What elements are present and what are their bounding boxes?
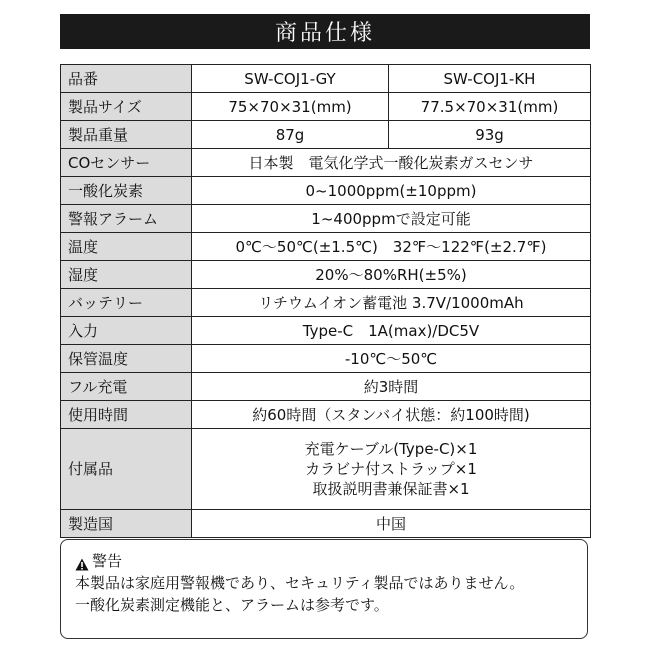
accessory-item: カラビナ付ストラップ×1 [305, 459, 477, 478]
spec-row-weight [61, 121, 591, 149]
spec-row-origin [61, 510, 591, 538]
spec-value: Type-C 1A(max)/DC5V [192, 317, 591, 345]
spec-label: 付属品 [61, 429, 192, 510]
warning-text-line: 本製品は家庭用警報機であり、セキュリティ製品ではありません。 [75, 574, 525, 592]
spec-row-model [61, 65, 591, 93]
spec-value: 0℃〜50℃(±1.5℃) 32℉〜122℉(±2.7℉) [192, 233, 591, 261]
warning-heading-row [75, 550, 573, 572]
spec-row-accessories [61, 429, 591, 510]
spec-label: 保管温度 [61, 345, 192, 373]
spec-value: 中国 [192, 510, 591, 538]
warning-heading: 警告 [92, 552, 123, 570]
spec-value: 約60時間（スタンバイ状態：約100時間) [192, 401, 591, 429]
spec-label: 製品サイズ [61, 93, 192, 121]
spec-table [60, 64, 591, 538]
spec-label: 製品重量 [61, 121, 192, 149]
spec-value: -10℃〜50℃ [192, 345, 591, 373]
spec-label: 一酸化炭素 [61, 177, 192, 205]
spec-value-model-b: 77.5×70×31(mm) [389, 93, 591, 121]
spec-title-bar [60, 14, 590, 49]
spec-label: フル充電 [61, 373, 192, 401]
spec-label: 湿度 [61, 261, 192, 289]
warning-box [60, 539, 588, 639]
spec-row-temperature [61, 233, 591, 261]
spec-value: 日本製 電気化学式一酸化炭素ガスセンサ [192, 149, 591, 177]
spec-label: 温度 [61, 233, 192, 261]
spec-label: 入力 [61, 317, 192, 345]
spec-value-model-b: SW-COJ1-KH [389, 65, 591, 93]
accessories-list [192, 429, 591, 510]
spec-label: COセンサー [61, 149, 192, 177]
spec-value-model-a: 75×70×31(mm) [192, 93, 389, 121]
accessory-item: 充電ケーブル(Type-C)×1 [304, 439, 478, 458]
spec-label: 品番 [61, 65, 192, 93]
spec-value-model-b: 93g [389, 121, 591, 149]
spec-value-model-a: 87g [192, 121, 389, 149]
spec-value: 0~1000ppm(±10ppm) [192, 177, 591, 205]
spec-value: 約3時間 [192, 373, 591, 401]
spec-row-co-range [61, 177, 591, 205]
spec-row-battery [61, 289, 591, 317]
warning-text-line: 一酸化炭素測定機能と、アラームは参考です。 [75, 596, 389, 614]
spec-value: 20%〜80%RH(±5%) [192, 261, 591, 289]
spec-label: 使用時間 [61, 401, 192, 429]
accessory-item: 取扱説明書兼保証書×1 [312, 480, 470, 499]
spec-value: 1~400ppmで設定可能 [192, 205, 591, 233]
spec-row-size [61, 93, 591, 121]
spec-row-alarm [61, 205, 591, 233]
spec-row-usage-time [61, 401, 591, 429]
warning-triangle-icon [75, 555, 89, 568]
page-title: 商品仕様 [274, 21, 375, 46]
spec-value-model-a: SW-COJ1-GY [192, 65, 389, 93]
spec-label: バッテリー [61, 289, 192, 317]
spec-label: 製造国 [61, 510, 192, 538]
spec-value: リチウムイオン蓄電池 3.7V/1000mAh [192, 289, 591, 317]
spec-label: 警報アラーム [61, 205, 192, 233]
spec-row-co-sensor [61, 149, 591, 177]
spec-row-input [61, 317, 591, 345]
spec-row-storage-temp [61, 345, 591, 373]
spec-row-humidity [61, 261, 591, 289]
spec-row-full-charge [61, 373, 591, 401]
